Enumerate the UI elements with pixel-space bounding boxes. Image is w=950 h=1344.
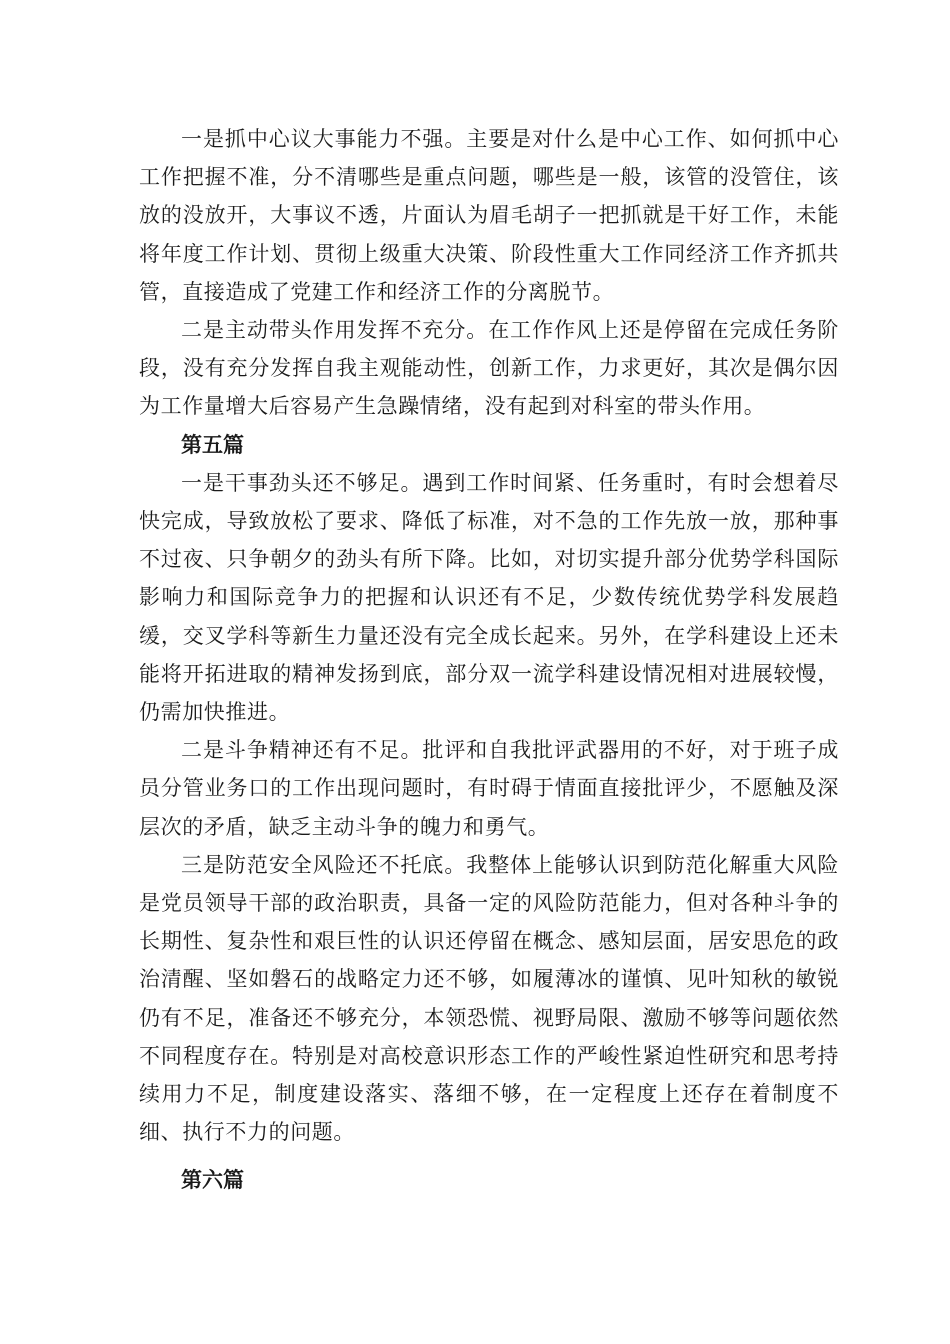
section-heading-5: 第五篇 — [181, 432, 244, 457]
paragraph-5: 三是防范安全风险还不托底。我整体上能够认识到防范化解重大风险是党员领导干部的政治职责，具备一定的风险防范能力，但对各种斗争的长期性、复杂性和艰巨性的认识还停留在概念、感知层面，居安思危的政治清醒、坚如磐石的战略定力还不够，如履薄冰的谨慎、见叶知秋的敏锐仍有不足，准备还不够充分，本领恐慌、视野局限、激励不够等问题依然不同程度存在。特别是对高校意识形态工作的严峻性紧迫性研究和思考持续用力不足，制度建设落实、落细不够，在一定程度上还存在着制度不细、执行不力的问题。 — [139, 852, 839, 1145]
paragraph-3: 一是干事劲头还不够足。遇到工作时间紧、任务重时，有时会想着尽快完成，导致放松了要求、降低了标准，对不急的工作先放一放，那种事不过夜、只争朝夕的劲头有所下降。比如，对切实提升部分优势学科国际影响力和国际竞争力的把握和认识还有不足，少数传统优势学科发展趋缓，交叉学科等新生力量还没有完全成长起来。另外，在学科建设上还未能将开拓进取的精神发扬到底，部分双一流学科建设情况相对进展较慢，仍需加快推进。 — [139, 470, 839, 725]
section-heading-6: 第六篇 — [181, 1168, 244, 1193]
paragraph-2: 二是主动带头作用发挥不充分。在工作作风上还是停留在完成任务阶段，没有充分发挥自我主观能动性，创新工作，力求更好，其次是偶尔因为工作量增大后容易产生急躁情绪，没有起到对科室的带头作用。 — [139, 318, 839, 419]
document-page — [139, 120, 839, 1200]
paragraph-4: 二是斗争精神还有不足。批评和自我批评武器用的不好，对于班子成员分管业务口的工作出现问题时，有时碍于情面直接批评少，不愿触及深层次的矛盾，缺乏主动斗争的魄力和勇气。 — [139, 738, 839, 839]
paragraph-1: 一是抓中心议大事能力不强。主要是对什么是中心工作、如何抓中心工作把握不准，分不清哪些是重点问题，哪些是一般，该管的没管住，该放的没放开，大事议不透，片面认为眉毛胡子一把抓就是干好工作，未能将年度工作计划、贯彻上级重大决策、阶段性重大工作同经济工作齐抓共管，直接造成了党建工作和经济工作的分离脱节。 — [139, 127, 839, 304]
